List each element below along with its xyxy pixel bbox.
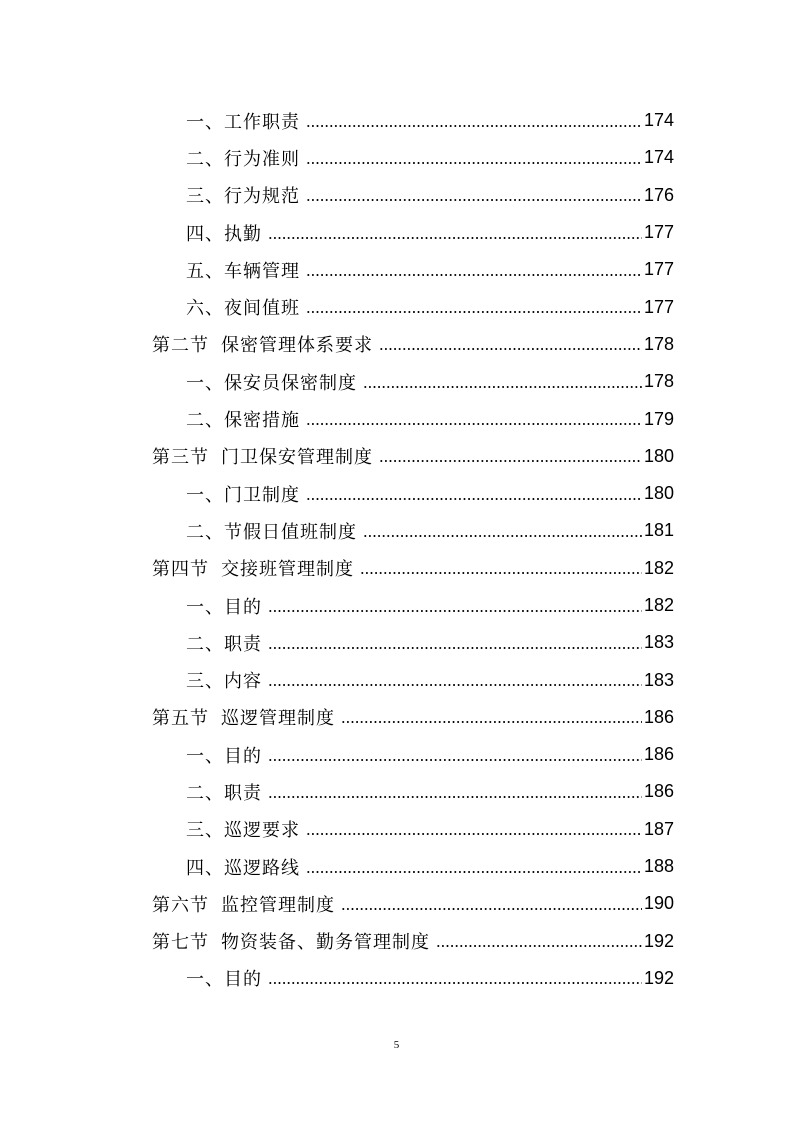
toc-subsection-entry[interactable] xyxy=(152,214,674,251)
toc-entry-title: 监控管理制度 xyxy=(221,894,335,916)
table-of-contents xyxy=(152,102,674,997)
toc-entry-number: 四、 xyxy=(186,857,224,879)
toc-entry-title: 保密措施 xyxy=(224,410,300,432)
toc-entry-page: 182 xyxy=(643,595,674,615)
toc-entry-page: 180 xyxy=(643,483,674,504)
toc-dot-leader xyxy=(306,298,642,316)
toc-entry-number: 二、 xyxy=(186,782,224,804)
toc-entry-page: 176 xyxy=(643,184,674,205)
toc-entry-title: 节假日值班制度 xyxy=(224,521,357,543)
toc-entry-number: 一、 xyxy=(186,111,224,133)
toc-entry-title: 物资装备、勤务管理制度 xyxy=(221,932,430,954)
toc-dot-leader xyxy=(306,186,642,204)
toc-subsection-entry[interactable] xyxy=(152,475,674,512)
toc-entry-number: 三、 xyxy=(186,820,224,842)
toc-subsection-entry[interactable] xyxy=(152,139,674,176)
toc-dot-leader xyxy=(363,522,642,540)
toc-section-entry[interactable] xyxy=(152,550,674,587)
toc-entry-number: 第七节 xyxy=(152,932,209,954)
toc-entry-number: 二、 xyxy=(186,410,224,432)
toc-dot-leader xyxy=(363,373,642,391)
toc-subsection-entry[interactable] xyxy=(152,661,674,698)
toc-entry-number: 一、 xyxy=(186,484,224,506)
toc-entry-title: 保密管理体系要求 xyxy=(221,335,373,357)
toc-entry-title: 执勤 xyxy=(224,223,262,245)
toc-dot-leader xyxy=(268,746,642,764)
toc-section-entry[interactable] xyxy=(152,326,674,363)
toc-entry-number: 四、 xyxy=(186,223,224,245)
toc-entry-label xyxy=(186,369,357,395)
toc-entry-page: 192 xyxy=(643,930,674,951)
toc-subsection-entry[interactable] xyxy=(152,102,674,139)
toc-dot-leader xyxy=(268,969,642,987)
toc-entry-page: 177 xyxy=(643,259,674,280)
toc-entry-title: 目的 xyxy=(224,969,262,991)
toc-entry-label xyxy=(186,220,262,246)
toc-entry-title: 目的 xyxy=(224,596,262,618)
toc-entry-page: 177 xyxy=(643,222,674,243)
toc-entry-label xyxy=(186,667,262,693)
page-number: 5 xyxy=(393,1039,400,1051)
toc-entry-title: 门卫保安管理制度 xyxy=(221,447,373,469)
toc-entry-page: 183 xyxy=(643,669,674,690)
toc-subsection-entry[interactable] xyxy=(152,811,674,848)
toc-dot-leader xyxy=(306,485,642,503)
toc-entry-title: 目的 xyxy=(224,745,262,767)
toc-entry-label xyxy=(186,406,300,432)
toc-entry-title: 工作职责 xyxy=(224,111,300,133)
toc-entry-page: 188 xyxy=(643,856,674,877)
toc-entry-title: 职责 xyxy=(224,633,262,655)
toc-dot-leader xyxy=(306,149,642,167)
toc-dot-leader xyxy=(360,559,642,577)
toc-section-entry[interactable] xyxy=(152,923,674,960)
toc-entry-page: 187 xyxy=(643,818,674,839)
toc-entry-number: 第三节 xyxy=(152,447,209,469)
toc-entry-number: 第四节 xyxy=(152,559,209,581)
toc-entry-number: 第二节 xyxy=(152,335,209,357)
toc-subsection-entry[interactable] xyxy=(152,773,674,810)
toc-entry-page: 177 xyxy=(643,296,674,317)
toc-subsection-entry[interactable] xyxy=(152,512,674,549)
toc-subsection-entry[interactable] xyxy=(152,288,674,325)
toc-entry-page: 190 xyxy=(643,893,674,914)
toc-entry-title: 交接班管理制度 xyxy=(221,559,354,581)
toc-entry-page: 182 xyxy=(643,557,674,578)
toc-section-entry[interactable] xyxy=(152,885,674,922)
toc-entry-label xyxy=(186,816,300,842)
toc-entry-number: 一、 xyxy=(186,969,224,991)
toc-entry-label xyxy=(152,555,354,581)
toc-entry-page: 186 xyxy=(643,781,674,802)
toc-entry-page: 174 xyxy=(643,147,674,168)
toc-entry-label xyxy=(186,742,262,768)
toc-entry-title: 巡逻路线 xyxy=(224,857,300,879)
toc-entry-number: 二、 xyxy=(186,148,224,170)
toc-entry-label xyxy=(186,518,357,544)
toc-subsection-entry[interactable] xyxy=(152,251,674,288)
toc-entry-number: 一、 xyxy=(186,745,224,767)
toc-entry-page: 179 xyxy=(643,408,674,429)
toc-dot-leader xyxy=(268,597,642,615)
toc-entry-label xyxy=(186,854,300,880)
toc-dot-leader xyxy=(436,932,642,950)
toc-entry-title: 巡逻要求 xyxy=(224,820,300,842)
toc-entry-number: 五、 xyxy=(186,260,224,282)
toc-section-entry[interactable] xyxy=(152,438,674,475)
toc-entry-number: 一、 xyxy=(186,372,224,394)
toc-dot-leader xyxy=(379,335,642,353)
toc-entry-title: 职责 xyxy=(224,782,262,804)
toc-subsection-entry[interactable] xyxy=(152,848,674,885)
toc-entry-title: 夜间值班 xyxy=(224,298,300,320)
toc-entry-page: 181 xyxy=(643,520,674,541)
toc-subsection-entry[interactable] xyxy=(152,960,674,997)
toc-entry-page: 174 xyxy=(643,110,674,131)
toc-subsection-entry[interactable] xyxy=(152,400,674,437)
toc-dot-leader xyxy=(341,708,642,726)
toc-entry-number: 二、 xyxy=(186,633,224,655)
toc-entry-label xyxy=(186,630,262,656)
toc-dot-leader xyxy=(306,820,642,838)
toc-entry-number: 一、 xyxy=(186,596,224,618)
toc-entry-number: 三、 xyxy=(186,186,224,208)
toc-subsection-entry[interactable] xyxy=(152,624,674,661)
toc-entry-page: 183 xyxy=(643,632,674,653)
toc-dot-leader xyxy=(306,410,642,428)
toc-entry-number: 第六节 xyxy=(152,894,209,916)
toc-dot-leader xyxy=(306,858,642,876)
toc-entry-title: 保安员保密制度 xyxy=(224,372,357,394)
toc-entry-title: 巡逻管理制度 xyxy=(221,708,335,730)
toc-dot-leader xyxy=(306,112,642,130)
toc-entry-label xyxy=(186,294,300,320)
toc-entry-label xyxy=(152,331,373,357)
toc-entry-page: 178 xyxy=(643,371,674,392)
toc-entry-label xyxy=(152,891,335,917)
toc-entry-label xyxy=(152,928,430,954)
toc-entry-page: 180 xyxy=(643,445,674,466)
toc-entry-title: 行为准则 xyxy=(224,148,300,170)
toc-entry-title: 车辆管理 xyxy=(224,260,300,282)
toc-entry-page: 186 xyxy=(643,744,674,765)
toc-section-entry[interactable] xyxy=(152,699,674,736)
toc-entry-page: 186 xyxy=(643,706,674,727)
toc-dot-leader xyxy=(268,224,642,242)
toc-entry-label xyxy=(152,704,335,730)
toc-entry-label xyxy=(152,443,373,469)
toc-subsection-entry[interactable] xyxy=(152,587,674,624)
toc-entry-label xyxy=(186,779,262,805)
toc-entry-title: 行为规范 xyxy=(224,186,300,208)
toc-dot-leader xyxy=(268,671,642,689)
toc-dot-leader xyxy=(268,783,642,801)
toc-entry-number: 二、 xyxy=(186,521,224,543)
toc-dot-leader xyxy=(306,261,642,279)
toc-entry-title: 门卫制度 xyxy=(224,484,300,506)
toc-entry-label xyxy=(186,108,300,134)
toc-entry-label xyxy=(186,182,300,208)
toc-entry-number: 第五节 xyxy=(152,708,209,730)
toc-entry-number: 六、 xyxy=(186,298,224,320)
toc-subsection-entry[interactable] xyxy=(152,177,674,214)
toc-entry-number: 三、 xyxy=(186,671,224,693)
toc-entry-label xyxy=(186,145,300,171)
toc-entry-title: 内容 xyxy=(224,671,262,693)
toc-entry-page: 178 xyxy=(643,333,674,354)
toc-entry-page: 192 xyxy=(643,967,674,988)
toc-dot-leader xyxy=(341,895,642,913)
toc-entry-label xyxy=(186,481,300,507)
toc-entry-label xyxy=(186,593,262,619)
toc-subsection-entry[interactable] xyxy=(152,736,674,773)
toc-entry-label xyxy=(186,965,262,991)
toc-subsection-entry[interactable] xyxy=(152,363,674,400)
toc-dot-leader xyxy=(379,447,642,465)
toc-dot-leader xyxy=(268,634,642,652)
toc-entry-label xyxy=(186,257,300,283)
